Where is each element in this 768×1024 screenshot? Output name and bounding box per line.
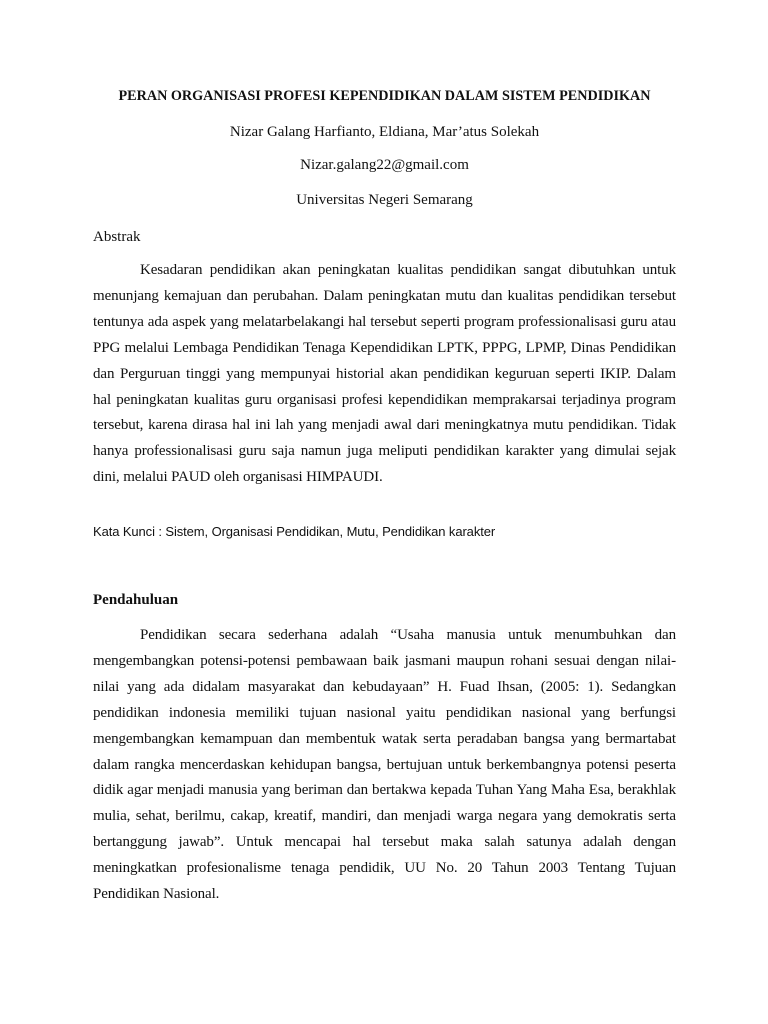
abstract-paragraph: Kesadaran pendidikan akan peningkatan kualitas pendidikan sangat dibutuhkan untuk menunjang kemajuan dan perubahan. Dalam peningkatan mutu dan kualitas pendidikan tersebut tentunya ada aspek yang melatarbelakangi hal tersebut seperti program professionalisasi guru atau PPG melalui Lembaga Pendidikan Tenaga Kependidikan LPTK, PPPG, LPMP, Dinas Pendidikan dan Perguruan tinggi yang mempunyai historial akan pendidikan keguruan seperti IKIP. Dalam hal peningkatan kualitas guru organisasi profesi kependidikan memprakarsai terjadinya program tersebut, karena dirasa hal ini lah yang menjadi awal dari meningkatnya mutu pendidikan. Tidak hanya professionalisasi guru saja namun juga meliputi pendidikan karakter yang dimulai sejak dini, melalui PAUD oleh organisasi HIMPAUDI. (93, 262, 676, 486)
introduction-heading: Pendahuluan (93, 592, 179, 608)
author-email: Nizar.galang22@gmail.com (300, 157, 469, 173)
introduction-paragraph: Pendidikan secara sederhana adalah “Usaha manusia untuk menumbuhkan dan mengembangkan potensi-potensi pembawaan baik jasmani maupun rohani sesuai dengan nilai-nilai yang ada didalam masyarakat dan kebudayaan” H. Fuad Ihsan, (2005: 1). Sedangkan pendidikan indonesia memiliki tujuan nasional yaitu pendidikan nasional yang berfungsi mengembangkan kemampuan dan membentuk watak serta peradaban bangsa yang bermartabat dalam rangka mencerdaskan kehidupan bangsa, bertujuan untuk berkembangnya potensi peserta didik agar menjadi manusia yang beriman dan bertakwa kepada Tuhan Yang Maha Esa, berakhlak mulia, sehat, berilmu, cakap, kreatif, mandiri, dan menjadi warga negara yang demokratis serta bertanggung jawab”. Untuk mencapai hal tersebut maka salah satunya adalah dengan meningkatkan profesionalisme tenaga pendidik, UU No. 20 Tahun 2003 Tentang Tujuan Pendidikan Nasional. (93, 627, 676, 903)
abstract-heading: Abstrak (93, 229, 141, 245)
institution-name: Universitas Negeri Semarang (296, 192, 473, 208)
author-list: Nizar Galang Harfianto, Eldiana, Mar’atus Solekah (229, 124, 540, 140)
keywords-line: Kata Kunci : Sistem, Organisasi Pendidikan, Mutu, Pendidikan karakter (93, 524, 496, 539)
paper-title: PERAN ORGANISASI PROFESI KEPENDIDIKAN DALAM SISTEM PENDIDIKAN (118, 88, 651, 104)
